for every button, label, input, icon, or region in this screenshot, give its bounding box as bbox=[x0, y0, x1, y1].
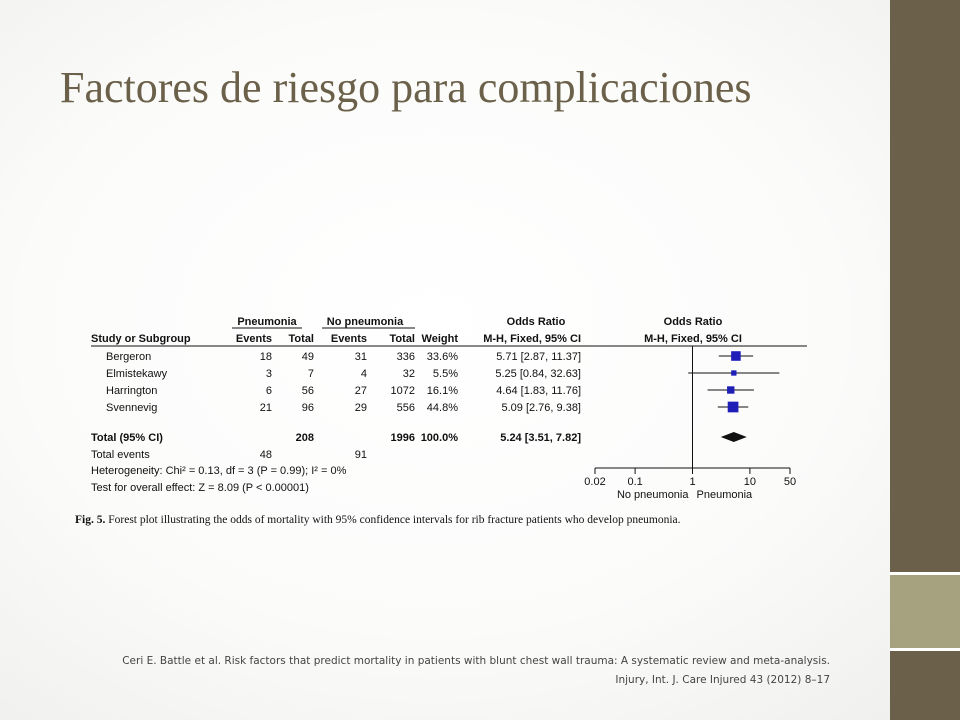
total-cell: 32 bbox=[402, 368, 415, 380]
weight-cell: 100.0% bbox=[420, 432, 458, 444]
study-name: Bergeron bbox=[106, 351, 152, 363]
events-cell: 21 bbox=[259, 402, 272, 414]
weight-cell: 33.6% bbox=[426, 351, 458, 363]
group-header: Odds Ratio bbox=[663, 316, 723, 328]
forest-plot-figure bbox=[70, 305, 840, 535]
ci-cell: 5.24 [3.51, 7.82] bbox=[500, 432, 581, 444]
weight-cell: 5.5% bbox=[432, 368, 458, 380]
point-estimate bbox=[727, 386, 734, 393]
favours-right-label: Pneumonia bbox=[696, 489, 753, 501]
figure-caption bbox=[75, 514, 845, 526]
ci-cell: 5.25 [0.84, 32.63] bbox=[495, 368, 581, 380]
column-header: Events bbox=[330, 333, 367, 345]
events-cell: 29 bbox=[354, 402, 367, 414]
axis-tick-label: 10 bbox=[743, 476, 757, 488]
citation bbox=[122, 652, 830, 690]
total-cell: 336 bbox=[396, 351, 415, 363]
axis-tick-label: 0.1 bbox=[627, 476, 643, 488]
slide-title: Factores de riesgo para complicaciones bbox=[60, 63, 752, 112]
axis-tick-label: 0.02 bbox=[584, 476, 606, 488]
weight-cell: 44.8% bbox=[426, 402, 458, 414]
total-events-label: Total events bbox=[91, 449, 150, 461]
column-header: Total bbox=[389, 333, 415, 345]
total-cell: 49 bbox=[301, 351, 314, 363]
total-cell: 96 bbox=[301, 402, 314, 414]
total-cell: 1996 bbox=[390, 432, 415, 444]
column-header: M-H, Fixed, 95% CI bbox=[644, 333, 742, 345]
events-cell: 4 bbox=[360, 368, 367, 380]
column-header: Weight bbox=[421, 333, 458, 345]
point-estimate bbox=[728, 402, 739, 413]
total-label: Total (95% CI) bbox=[91, 432, 163, 444]
group-header: Odds Ratio bbox=[506, 316, 566, 328]
study-name: Elmistekawy bbox=[106, 368, 168, 380]
weight-cell: 16.1% bbox=[426, 385, 458, 397]
events-cell: 31 bbox=[354, 351, 367, 363]
events-cell: 18 bbox=[259, 351, 272, 363]
citation-line: Ceri E. Battle et al. Risk factors that predict mortality in patients with blunt chest wall trauma: A systematic review and meta-analysis. bbox=[122, 655, 830, 667]
axis-tick-label: 1 bbox=[689, 476, 696, 488]
events-cell: 48 bbox=[259, 449, 272, 461]
total-cell: 556 bbox=[396, 402, 415, 414]
caption-label: Fig. 5. bbox=[75, 514, 106, 526]
point-estimate bbox=[731, 370, 736, 375]
total-cell: 7 bbox=[307, 368, 314, 380]
heterogeneity-text: Heterogeneity: Chi² = 0.13, df = 3 (P = 0.99); I² = 0% bbox=[91, 465, 347, 477]
ci-cell: 4.64 [1.83, 11.76] bbox=[496, 385, 581, 397]
caption-text: Forest plot illustrating the odds of mortality with 95% confidence intervals for rib fracture patients who develop pneumonia. bbox=[108, 514, 681, 526]
column-header: Total bbox=[288, 333, 314, 345]
summary-diamond bbox=[721, 432, 747, 442]
events-cell: 3 bbox=[265, 368, 272, 380]
column-header: M-H, Fixed, 95% CI bbox=[483, 333, 581, 345]
axis-tick-label: 50 bbox=[783, 476, 797, 488]
ci-cell: 5.71 [2.87, 11.37] bbox=[496, 351, 581, 363]
group-header: No pneumonia bbox=[326, 316, 404, 328]
overall-effect-text: Test for overall effect: Z = 8.09 (P < 0.00001) bbox=[91, 482, 309, 494]
ci-cell: 5.09 [2.76, 9.38] bbox=[501, 402, 581, 414]
study-name: Harrington bbox=[106, 385, 158, 397]
events-cell: 91 bbox=[354, 449, 367, 461]
point-estimate bbox=[731, 351, 741, 361]
events-cell: 27 bbox=[354, 385, 367, 397]
total-cell: 56 bbox=[301, 385, 314, 397]
forest-plot bbox=[70, 305, 840, 505]
favours-left-label: No pneumonia bbox=[616, 489, 689, 501]
total-cell: 1072 bbox=[390, 385, 415, 397]
citation-source: Injury, Int. J. Care Injured 43 (2012) 8–17 bbox=[615, 674, 830, 686]
total-cell: 208 bbox=[295, 432, 314, 444]
column-header: Study or Subgroup bbox=[91, 333, 191, 345]
decorative-side-bar-accent bbox=[890, 575, 960, 648]
events-cell: 6 bbox=[265, 385, 272, 397]
column-header: Events bbox=[235, 333, 272, 345]
side-bar-divider bbox=[890, 572, 960, 575]
side-bar-divider bbox=[890, 648, 960, 651]
study-name: Svennevig bbox=[106, 402, 158, 414]
group-header: Pneumonia bbox=[237, 316, 297, 328]
